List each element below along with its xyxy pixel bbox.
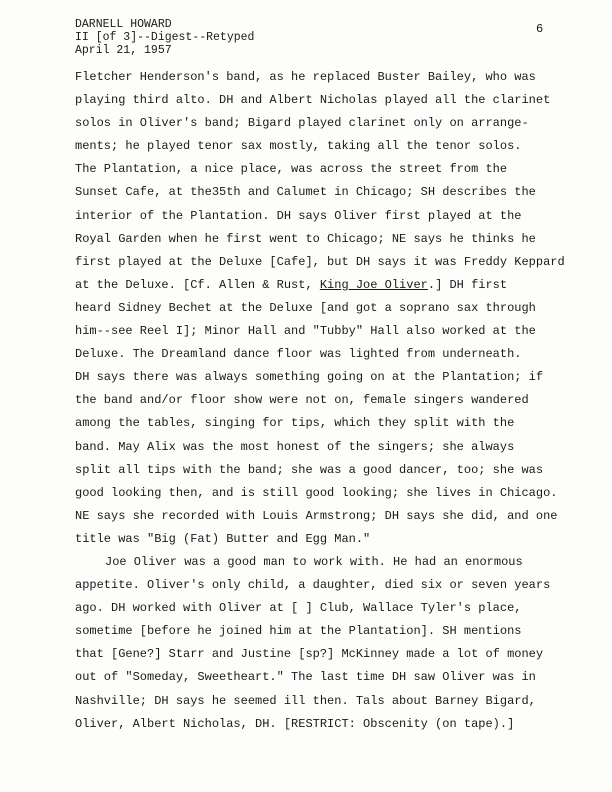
text-line: Oliver, Albert Nicholas, DH. [RESTRICT: Obscenity (on tape).] (75, 716, 515, 731)
document-body (75, 66, 575, 736)
text-line: the band and/or floor show were not on, female singers wandered (75, 393, 529, 408)
text-line: band. May Alix was the most honest of the singers; she always (75, 439, 515, 454)
text-line: Fletcher Henderson's band, as he replaced Buster Bailey, who was (75, 70, 536, 84)
text-line: him--see Reel I]; Minor Hall and "Tubby" Hall also worked at the (75, 324, 536, 339)
text-line: first played at the Deluxe [Cafe], but DH says it was Freddy Keppard (75, 254, 565, 269)
text-line: ments; he played tenor sax mostly, taking all the tenor solos. (75, 139, 522, 154)
text-line: DH says there was always something going on at the Plantation; if (75, 370, 544, 385)
text-line: Deluxe. The Dreamland dance floor was lighted from underneath. (75, 347, 522, 362)
text-line: among the tables, singing for tips, which they split with the (75, 416, 515, 431)
text-line: heard Sidney Bechet at the Deluxe [and got a soprano sax through (75, 300, 536, 315)
text-line: ago. DH worked with Oliver at [ ] Club, Wallace Tyler's place, (75, 601, 522, 616)
reference-before: at the Deluxe. [Cf. Allen & Rust, (75, 277, 320, 292)
text-line: out of "Someday, Sweetheart." The last time DH saw Oliver was in (75, 670, 536, 685)
text-line: sometime [before he joined him at the Plantation]. SH mentions (75, 624, 522, 639)
interviewee-name: DARNELL HOWARD (75, 18, 172, 31)
book-title: King Joe Oliver (319, 277, 428, 292)
text-line: title was "Big (Fat) Butter and Egg Man." (75, 531, 371, 546)
interview-date: April 21, 1957 (75, 44, 172, 57)
reel-label: II [of 3]--Digest--Retyped (75, 31, 255, 44)
text-line: Joe Oliver was a good man to work with. He had an enormous (105, 554, 523, 569)
page-number: 6 (536, 22, 544, 36)
reference-after: .] DH first (427, 277, 508, 292)
text-line: Royal Garden when he first went to Chicago; NE says he thinks he (75, 231, 536, 246)
text-line: good looking then, and is still good looking; she lives in Chicago. (75, 485, 558, 500)
text-line: interior of the Plantation. DH says Oliver first played at the (75, 208, 522, 223)
text-line-with-reference (75, 274, 575, 297)
text-line: split all tips with the band; she was a good dancer, too; she was (75, 462, 544, 477)
text-line: NE says she recorded with Louis Armstrong; DH says she did, and one (75, 508, 558, 523)
text-line: appetite. Oliver's only child, a daughter, died six or seven years (75, 578, 551, 593)
text-line: solos in Oliver's band; Bigard played clarinet only on arrange- (75, 116, 529, 131)
document-header (75, 18, 254, 57)
text-line: Nashville; DH says he seemed ill then. Tals about Barney Bigard, (75, 693, 536, 708)
text-line: The Plantation, a nice place, was across the street from the (75, 162, 508, 177)
text-line: Sunset Cafe, at the35th and Calumet in Chicago; SH describes the (75, 185, 536, 200)
text-line: playing third alto. DH and Albert Nicholas played all the clarinet (75, 93, 551, 108)
text-line: that [Gene?] Starr and Justine [sp?] McKinney made a lot of money (75, 647, 544, 662)
